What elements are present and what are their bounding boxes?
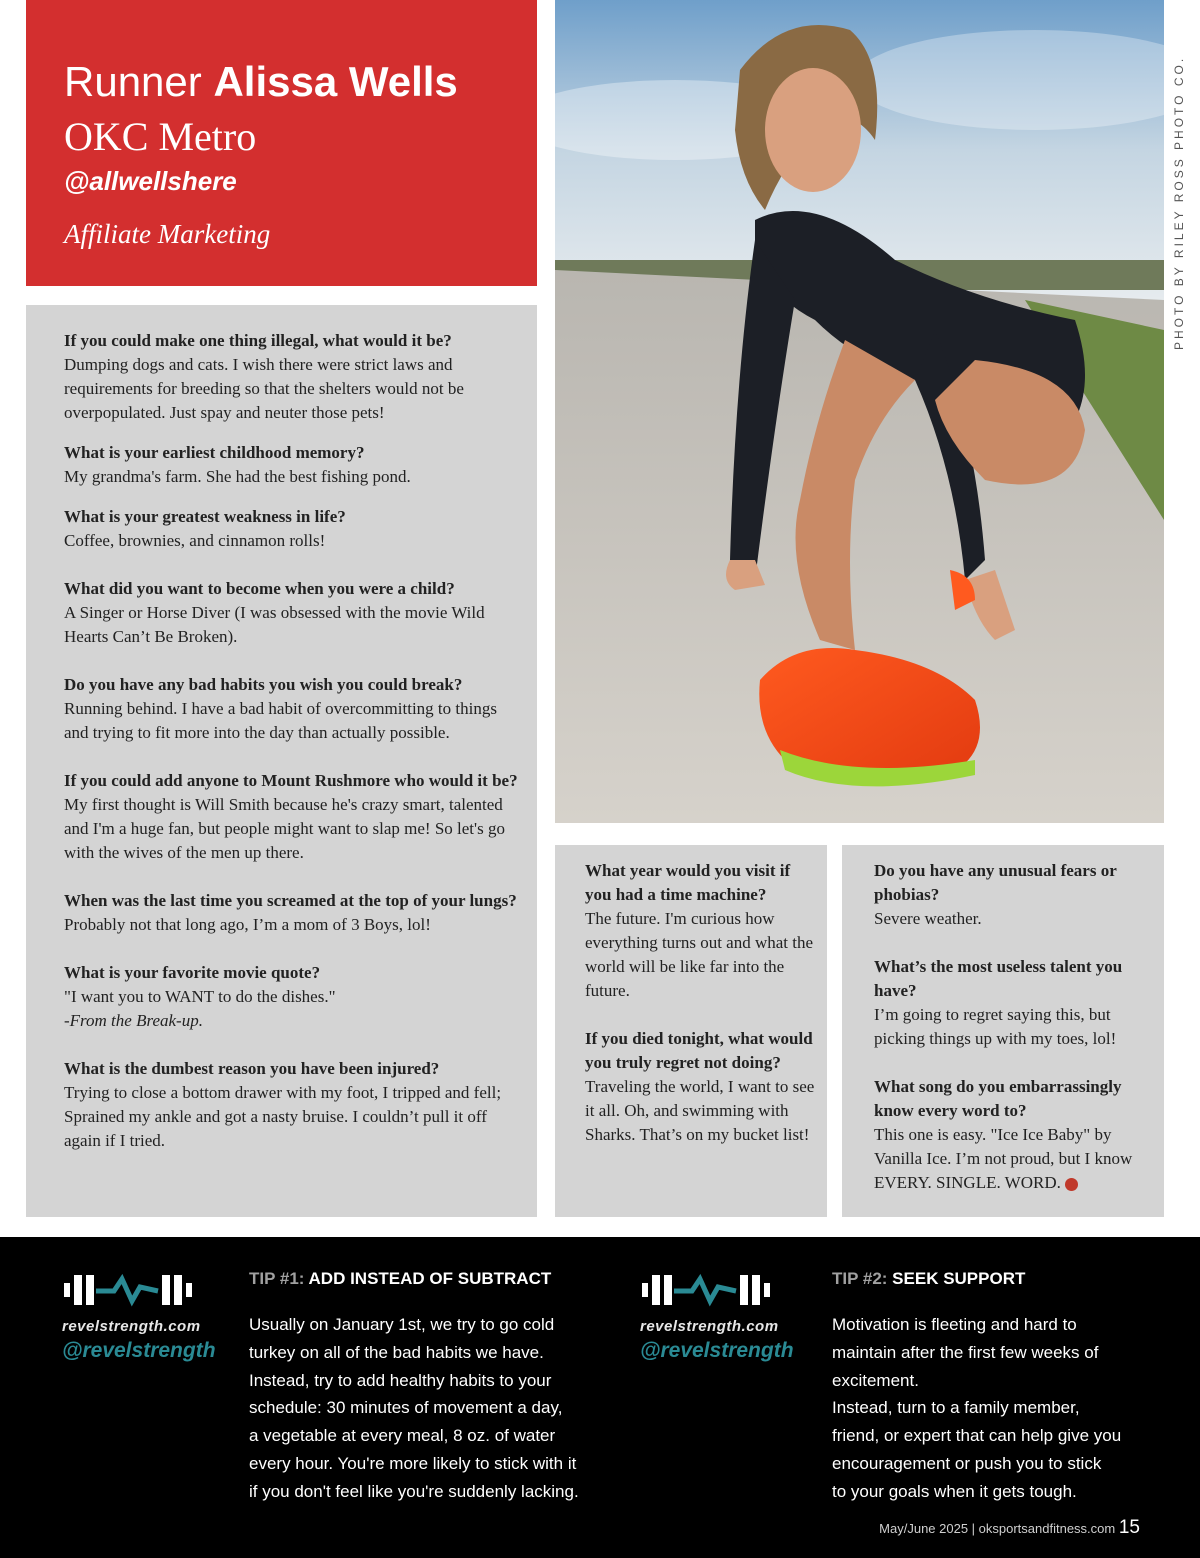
answer: Running behind. I have a bad habit of overcommitting to things and trying to fit more into the day than actually possible. (64, 699, 497, 742)
barbell-pulse-icon (62, 1269, 212, 1309)
page-number: 15 (1118, 1517, 1140, 1538)
tip-line: if you don't feel like you're suddenly lacking. (249, 1481, 579, 1501)
tip-number: TIP #1: (249, 1269, 305, 1288)
tip-number: TIP #2: (832, 1269, 888, 1288)
quote-source: -From the Break-up. (64, 1011, 203, 1030)
name-prefix: Runner (64, 58, 202, 105)
answer: Dumping dogs and cats. I wish there were strict laws and requirements for breeding so that the shelters would not be overpopulated. Just spay and neuter those pets! (64, 355, 464, 422)
qa-item (64, 505, 519, 553)
question: When was the last time you screamed at the top of your lungs? (64, 891, 517, 910)
tip-line: friend, or expert that can help give you (832, 1426, 1122, 1446)
revelstrength-logo (640, 1269, 810, 1363)
qa-item (64, 577, 519, 649)
question: What year would you visit if you had a time machine? (585, 861, 791, 904)
answer: My grandma's farm. She had the best fishing pond. (64, 467, 411, 486)
question: What is your earliest childhood memory? (64, 443, 365, 462)
runner-photo (555, 0, 1164, 823)
answer: "I want you to WANT to do the dishes." (64, 987, 336, 1006)
qa-panel-middle (555, 845, 827, 1217)
qa-item (874, 955, 1150, 1051)
occupation: Affiliate Marketing (64, 219, 271, 249)
tip-heading (249, 1269, 619, 1289)
tip-2 (832, 1269, 1172, 1506)
tip-line: excitement. (832, 1370, 919, 1390)
question: If you could make one thing illegal, what would it be? (64, 331, 452, 350)
question: What is your greatest weakness in life? (64, 507, 346, 526)
answer: Coffee, brownies, and cinnamon rolls! (64, 531, 326, 550)
qa-item (64, 441, 519, 489)
question: What is the dumbest reason you have been injured? (64, 1059, 440, 1078)
answer (874, 1123, 1150, 1195)
qa-item (874, 1075, 1150, 1195)
tip-line: every hour. You're more likely to stick with it (249, 1453, 577, 1473)
qa-panel-right (842, 845, 1164, 1217)
tip-line: turkey on all of the bad habits we have. (249, 1342, 544, 1362)
question: What is your favorite movie quote? (64, 963, 321, 982)
folio-text: May/June 2025 | oksportsandfitness.com (879, 1521, 1116, 1536)
revelstrength-logo (62, 1269, 232, 1363)
qa-item (64, 1057, 519, 1153)
question: What’s the most useless talent you have? (874, 957, 1123, 1000)
qa-item (874, 859, 1150, 931)
footer-tips (0, 1237, 1200, 1558)
logo-url: revelstrength.com (62, 1318, 201, 1335)
logo-url: revelstrength.com (640, 1318, 779, 1335)
runner-illustration (555, 0, 1164, 823)
qa-item (585, 1027, 815, 1147)
qa-item (64, 769, 519, 865)
question: What did you want to become when you were a child? (64, 579, 455, 598)
logo-handle: @revelstrength (640, 1339, 794, 1362)
answer: Trying to close a bottom drawer with my foot, I tripped and fell; Sprained my ankle and got a nasty bruise. I couldn’t pull it off again if I tried. (64, 1083, 502, 1150)
tip-body (249, 1311, 619, 1506)
tip-line: Instead, try to add healthy habits to your (249, 1370, 552, 1390)
tip-line: to your goals when it gets tough. (832, 1481, 1077, 1501)
tip-1 (249, 1269, 619, 1506)
tip-line: a vegetable at every meal, 8 oz. of water (249, 1426, 556, 1446)
qa-item (64, 673, 519, 745)
tip-line: schedule: 30 minutes of movement a day, (249, 1398, 563, 1418)
answer-text: This one is easy. "Ice Ice Baby" by Vanilla Ice. I’m not proud, but I know EVERY. SINGLE. WORD. (874, 1125, 1133, 1192)
answer: Severe weather. (874, 909, 982, 928)
tip-line: Motivation is fleeting and hard to (832, 1315, 1077, 1334)
tip-heading (832, 1269, 1172, 1289)
answer: A Singer or Horse Diver (I was obsessed with the movie Wild Hearts Can’t Be Broken). (64, 603, 485, 646)
qa-item (64, 329, 519, 425)
qa-item (64, 961, 519, 1033)
tip-line: Usually on January 1st, we try to go cold (249, 1315, 555, 1334)
tip-title: ADD INSTEAD OF SUBTRACT (308, 1269, 552, 1288)
city: OKC Metro (64, 114, 257, 159)
qa-panel-left (26, 305, 537, 1217)
title-block (26, 0, 537, 286)
qa-item (64, 889, 519, 937)
social-handle: @allwellshere (64, 166, 237, 196)
name-bold: Alissa Wells (213, 58, 458, 105)
qa-item (585, 859, 815, 1003)
runner-name (64, 58, 537, 106)
answer: Traveling the world, I want to see it all. Oh, and swimming with Sharks. That’s on my bucket list! (585, 1077, 815, 1144)
tip-line: maintain after the first few weeks of (832, 1342, 1099, 1362)
answer: The future. I'm curious how everything turns out and what the world will be like far into the future. (585, 909, 814, 1000)
tip-line: Instead, turn to a family member, (832, 1398, 1080, 1418)
answer: My first thought is Will Smith because he's crazy smart, talented and I'm a huge fan, but people might want to slap me! So let's go with the wives of the men up there. (64, 795, 505, 862)
question: If you could add anyone to Mount Rushmore who would it be? (64, 771, 518, 790)
logo-handle: @revelstrength (62, 1339, 216, 1362)
question: Do you have any bad habits you wish you could break? (64, 675, 463, 694)
question: What song do you embarrassingly know every word to? (874, 1077, 1122, 1120)
photo-credit: PHOTO BY RILEY ROSS PHOTO CO. (1172, 55, 1186, 350)
emoji-icon (1065, 1178, 1078, 1191)
tip-body (832, 1311, 1172, 1506)
question: Do you have any unusual fears or phobias? (874, 861, 1117, 904)
question: If you died tonight, what would you truly regret not doing? (585, 1029, 813, 1072)
page-folio (879, 1517, 1140, 1539)
tip-line: encouragement or push you to stick (832, 1453, 1102, 1473)
barbell-pulse-icon (640, 1269, 790, 1309)
tip-title: SEEK SUPPORT (892, 1269, 1026, 1288)
answer: I’m going to regret saying this, but picking things up with my toes, lol! (874, 1005, 1117, 1048)
answer: Probably not that long ago, I’m a mom of 3 Boys, lol! (64, 915, 431, 934)
